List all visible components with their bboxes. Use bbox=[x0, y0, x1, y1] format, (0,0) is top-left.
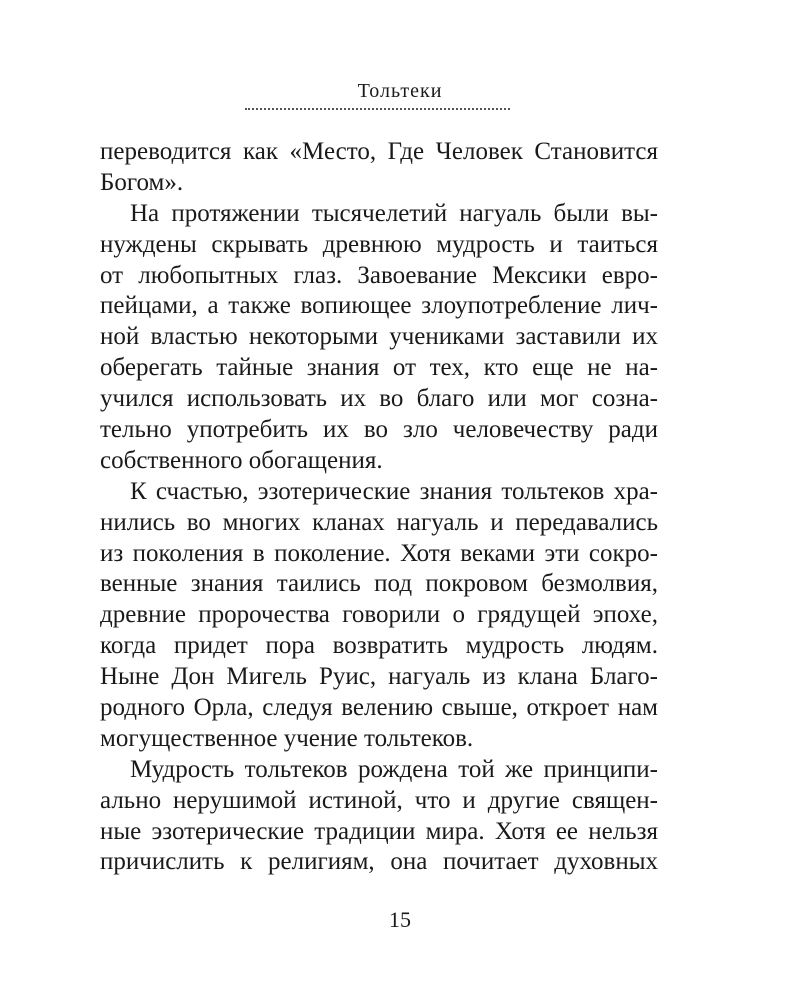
page-number: 15 bbox=[389, 907, 411, 932]
text-line: могущественное учение тольтеков. bbox=[100, 724, 474, 752]
running-title: Тольтеки bbox=[357, 80, 443, 102]
text-line: родного Орла, следуя велению свыше, откроет нам bbox=[100, 694, 658, 722]
text-line: когда придет пора возвратить мудрость людям. bbox=[100, 632, 658, 660]
text-line: переводится как «Место, Где Человек Становится bbox=[100, 138, 658, 165]
paragraph-first-line: К счастью, эзотерические знания тольтеков хра- bbox=[130, 477, 658, 505]
text-line: древние пророчества говорили о грядущей эпохе, bbox=[100, 601, 658, 629]
text-line: от любопытных глаз. Завоевание Мексики евро- bbox=[100, 261, 658, 289]
text-line: учился использовать их во благо или мог созна- bbox=[100, 385, 658, 413]
text-line: Богом». bbox=[100, 168, 184, 196]
text-line: собственного обогащения. bbox=[100, 446, 383, 474]
text-line: нуждены скрывать древнюю мудрость и таиться bbox=[100, 230, 658, 258]
text-line: пейцами, а также вопиющее злоупотребление лич- bbox=[100, 292, 658, 320]
body-text bbox=[100, 137, 658, 878]
paragraph-first-line: На протяжении тысячелетий нагуаль были вы- bbox=[130, 199, 658, 227]
header-dotted-rule bbox=[245, 108, 510, 110]
text-line: причислить к религиям, она почитает духовных bbox=[100, 848, 658, 876]
paragraph-first-line: Мудрость тольтеков рождена той же принципи- bbox=[130, 755, 658, 783]
text-line: ально нерушимой истиной, что и другие священ- bbox=[100, 786, 658, 814]
text-line: ной властью некоторыми учениками заставили их bbox=[100, 323, 658, 351]
text-line: тельно употребить их во зло человечеству ради bbox=[100, 416, 658, 444]
text-line: нились во многих кланах нагуаль и передавались bbox=[100, 508, 658, 536]
text-line: оберегать тайные знания от тех, кто еще не на- bbox=[100, 354, 658, 382]
text-line: из поколения в поколение. Хотя веками эти сокро- bbox=[100, 539, 658, 567]
running-header bbox=[0, 80, 800, 103]
text-line: Ныне Дон Мигель Руис, нагуаль из клана Благо- bbox=[100, 663, 658, 691]
text-line: ные эзотерические традиции мира. Хотя ее нельзя bbox=[100, 817, 658, 845]
text-line: венные знания таились под покровом безмолвия, bbox=[100, 570, 658, 598]
